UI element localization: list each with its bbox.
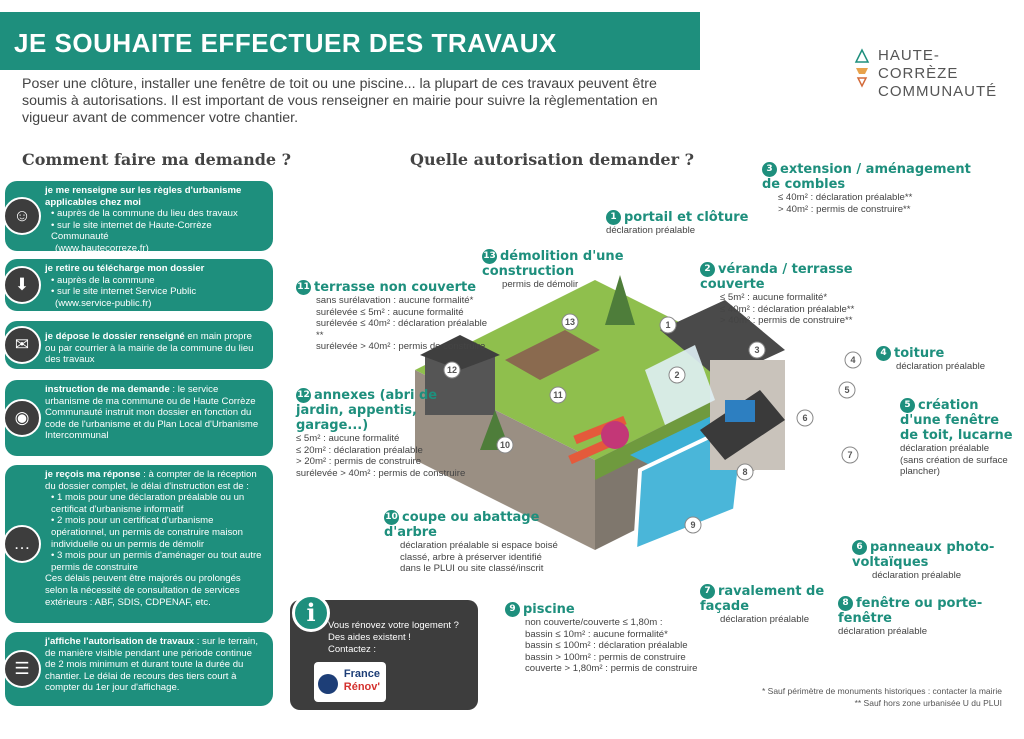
item-9	[505, 602, 715, 675]
step-2-bullet: • sur le site internet Service Public	[51, 286, 265, 298]
item-1-line: déclaration préalable	[606, 225, 696, 236]
step-4-title: instruction de ma demande	[45, 384, 170, 395]
item-9-line: non couverte/couverte ≤ 1,80m :	[525, 617, 663, 628]
item-8	[838, 596, 1008, 638]
item-7-number: 7	[700, 584, 715, 599]
item-9-number: 9	[505, 602, 520, 617]
item-9-title: piscine	[523, 602, 575, 617]
pin-label-12: 12	[446, 365, 458, 375]
logo-icon	[852, 48, 872, 88]
item-12-line: ≤ 5m² : aucune formalité	[296, 433, 400, 444]
logo-line2: COMMUNAUTÉ	[878, 83, 998, 100]
step-5-text: : à compter de la réception du dossier complet, le délai d'instruction est de :	[45, 469, 257, 492]
item-4-number: 4	[876, 346, 891, 361]
item-12-line: > 20m² : permis de construire	[296, 456, 422, 467]
item-10	[384, 510, 564, 575]
item-3-line: > 40m² : permis de construire**	[778, 203, 911, 215]
pin-label-2: 2	[674, 370, 680, 380]
step-2-link: (www.service-public.fr)	[55, 297, 152, 309]
item-5	[900, 398, 1020, 478]
item-9-line: bassin ≤ 10m² : aucune formalité*	[525, 628, 668, 640]
item-9-line: couverte > 1,80m² : permis de construire	[525, 663, 698, 674]
info-icon: i	[292, 594, 330, 632]
step-2-bullet: • auprès de la commune	[51, 275, 265, 287]
hcc-logo	[850, 44, 1010, 100]
right-heading: Quelle autorisation demander ?	[410, 150, 694, 169]
item-2	[700, 262, 910, 327]
france-renov-logo	[314, 662, 386, 702]
info-text-2: Des aides existent !	[328, 632, 411, 643]
item-13-number: 13	[482, 249, 497, 264]
item-10-line: déclaration préalable si espace boisé classé, arbre à préserver identifié dans le PLUI ou site classé/inscrit	[400, 540, 558, 574]
step-5-tail: Ces délais peuvent être majorés ou prolongés selon la nécessité de consultation de services extérieurs : ABF, SDIS, CDPENAF, etc.	[45, 573, 241, 608]
pin-label-8: 8	[742, 467, 748, 477]
step-4-text: : le service urbanisme de ma commune ou de Haute Corrèze Communauté instruit mon dossier en fonction du code de l'urbanisme et du Plan Local d'Urbanisme Intercommunal	[45, 384, 259, 442]
pin-label-10: 10	[499, 440, 511, 450]
page-title: JE SOUHAITE EFFECTUER DES TRAVAUX	[0, 12, 700, 70]
item-1	[606, 210, 756, 237]
item-6-number: 6	[852, 540, 867, 555]
item-6-line: déclaration préalable	[872, 570, 962, 581]
step-1-bullet: • sur le site internet de Haute-Corrèze Communauté	[51, 220, 265, 243]
speech-bubble-icon: …	[3, 525, 41, 563]
item-12	[296, 388, 466, 479]
item-5-line: (sans création de surface plancher)	[900, 454, 1008, 477]
item-2-number: 2	[700, 262, 715, 277]
step-5-bullet: • 3 mois pour un permis d'aménager ou tout autre permis de construire	[51, 550, 265, 573]
item-7-line: déclaration préalable	[720, 614, 810, 625]
step-5-title: je reçois ma réponse	[45, 469, 141, 480]
step-instruction	[5, 380, 273, 456]
item-1-title: portail et clôture	[624, 210, 749, 225]
step-reponse	[5, 465, 273, 623]
item-11-title: terrasse non couverte	[314, 280, 477, 295]
intro-paragraph: Poser une clôture, installer une fenêtre de toit ou une piscine... la plupart de ces travaux peuvent être soumis à autorisations. Il est important de vous renseigner en mairie pour suivre la règlementation en vigueur avant de commencer votre chantier.	[22, 76, 658, 126]
item-13	[482, 249, 632, 291]
item-12-number: 12	[296, 388, 311, 403]
item-8-title: fenêtre ou porte-fenêtre	[838, 596, 983, 626]
step-affiche	[5, 632, 273, 706]
france-renov-mark-icon	[318, 674, 338, 694]
item-4-title: toiture	[894, 346, 945, 361]
footnote-2: ** Sauf hors zone urbanisée U du PLUI	[854, 698, 1002, 708]
pin-label-9: 9	[690, 520, 696, 530]
people-icon: ☺	[3, 197, 41, 235]
step-depose	[5, 321, 273, 369]
item-6	[852, 540, 1012, 582]
footnote-1: * Sauf périmètre de monuments historiques : contacter la mairie	[761, 686, 1002, 696]
item-12-line: surélevée > 40m² : permis de construire	[296, 467, 466, 479]
download-icon: ⬇	[3, 266, 41, 304]
step-renseigne	[5, 181, 273, 254]
renovation-info-box	[290, 600, 478, 710]
eye-icon: ◉	[3, 399, 41, 437]
item-2-line: > 40m² : permis de construire**	[720, 315, 853, 326]
item-7	[700, 584, 830, 626]
item-3-number: 3	[762, 162, 777, 177]
item-8-number: 8	[838, 596, 853, 611]
step-2-title: je retire ou télécharge mon dossier	[45, 263, 205, 274]
item-11-line: surélevée > 40m² : permis de construire	[316, 341, 486, 352]
item-10-title: coupe ou abattage d'arbre	[384, 510, 540, 540]
pin-label-3: 3	[754, 345, 760, 355]
pin-label-6: 6	[802, 413, 808, 423]
step-1-bullet: • auprès de la commune du lieu des travaux	[51, 208, 265, 220]
pin-label-7: 7	[847, 450, 853, 460]
info-text-1: Vous rénovez votre logement ?	[328, 620, 459, 631]
item-13-line: permis de démolir	[502, 279, 579, 290]
item-11-line: surélevée ≤ 5m² : aucune formalité	[316, 306, 464, 318]
step-3-title: je dépose le dossier renseigné	[45, 331, 185, 342]
item-3-line: ≤ 40m² : déclaration préalable**	[778, 192, 913, 203]
item-11	[296, 280, 496, 353]
pin-label-11: 11	[553, 390, 563, 400]
item-3	[762, 162, 982, 215]
logo-line1: HAUTE-CORRÈZE	[878, 47, 959, 82]
item-2-title: véranda / terrasse couverte	[700, 262, 853, 292]
pin-label-13: 13	[564, 317, 576, 327]
pin-label-4: 4	[850, 355, 856, 365]
item-11-line: surélevée ≤ 40m² : déclaration préalable **	[316, 318, 488, 341]
left-heading: Comment faire ma demande ?	[22, 150, 292, 169]
item-13-title: démolition d'une construction	[482, 249, 624, 279]
item-11-number: 11	[296, 280, 311, 295]
step-5-bullet: • 1 mois pour une déclaration préalable ou un certificat d'urbanisme informatif	[51, 492, 265, 515]
item-8-line: déclaration préalable	[838, 626, 928, 637]
envelope-icon: ✉	[3, 326, 41, 364]
step-6-text: : sur le terrain, de manière visible pendant une période continue de 2 mois minimum et durant toute la durée du chantier. Le délai de recours des tiers court à compter du 1er jour d'affichage.	[45, 636, 259, 694]
step-5-bullet: • 2 mois pour un certificat d'urbanisme opérationnel, un permis de construire maison individuelle ou un permis de démolir	[51, 515, 265, 550]
item-5-title: création d'une fenêtre de toit, lucarne	[900, 398, 1013, 443]
item-7-title: ravalement de façade	[700, 584, 825, 614]
item-4-line: déclaration préalable	[896, 361, 986, 372]
checklist-icon: ☰	[3, 650, 41, 688]
item-4	[876, 346, 996, 373]
item-9-line: bassin > 100m² : permis de construire	[525, 651, 686, 663]
info-text-3: Contactez :	[328, 644, 377, 655]
item-1-number: 1	[606, 210, 621, 225]
item-5-line: déclaration préalable	[900, 443, 990, 454]
item-12-title: annexes (abri de jardin, appentis, garage...)	[296, 388, 438, 433]
item-2-line: ≤ 5m² : aucune formalité*	[720, 292, 828, 303]
france-renov-word2: Rénov'	[343, 681, 380, 693]
item-10-number: 10	[384, 510, 399, 525]
item-2-line: ≤ 40m² : déclaration préalable**	[720, 303, 855, 315]
item-12-line: ≤ 20m² : déclaration préalable	[296, 444, 423, 456]
step-3-text: en main propre ou par courrier à la mairie de la commune du lieu des travaux	[45, 331, 254, 366]
step-1-title: je me renseigne sur les règles d'urbanisme applicables chez moi	[45, 185, 242, 208]
pin-label-1: 1	[665, 320, 671, 330]
item-11-line: sans surélavation : aucune formalité*	[316, 295, 474, 306]
pin-label-5: 5	[844, 385, 850, 395]
step-retire	[5, 259, 273, 311]
item-5-number: 5	[900, 398, 915, 413]
step-1-link: (www.hautecorreze.fr)	[55, 242, 149, 254]
item-3-title: extension / aménagement de combles	[762, 162, 971, 192]
step-6-title: j'affiche l'autorisation de travaux	[45, 636, 195, 647]
item-6-title: panneaux photo-voltaïques	[852, 540, 995, 570]
item-9-line: bassin ≤ 100m² : déclaration préalable	[525, 640, 688, 651]
france-renov-word1: France	[343, 668, 380, 680]
